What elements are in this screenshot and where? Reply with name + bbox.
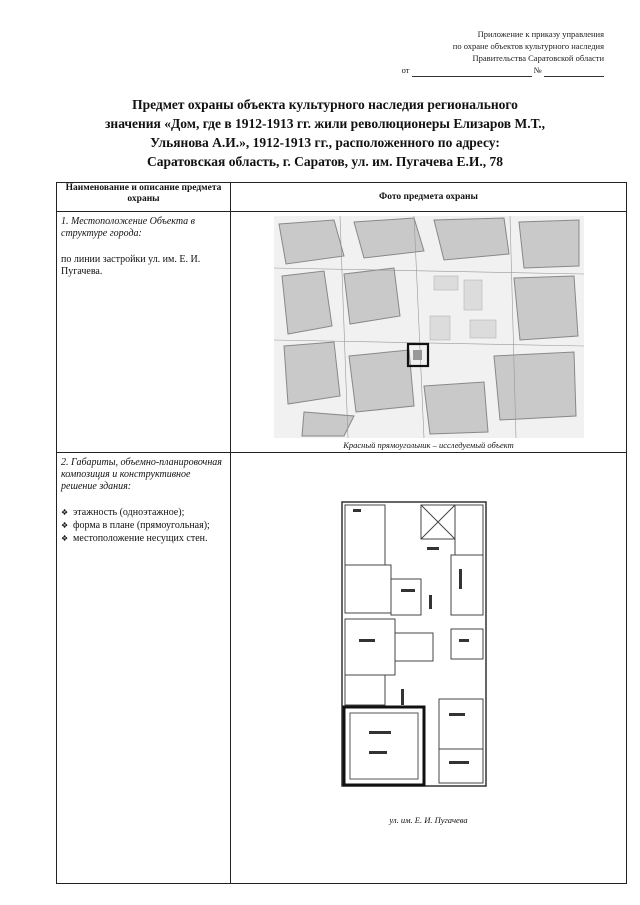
protection-table xyxy=(56,182,627,884)
list-item: ❖ местоположение несущих стен. xyxy=(61,533,226,545)
floor-plan-image xyxy=(339,499,489,789)
row1-photo-cell xyxy=(231,212,627,453)
list-item: ❖ форма в плане (прямоугольная); xyxy=(61,520,226,532)
number-blank xyxy=(544,64,604,77)
from-label: от xyxy=(401,65,410,75)
table-row xyxy=(57,212,627,453)
title-line-1: Предмет охраны объекта культурного наследия регионального xyxy=(132,97,518,112)
list-item: ❖ этажность (одноэтажное); xyxy=(61,507,226,519)
row2-description-cell xyxy=(57,453,231,884)
appendix-line-1: Приложение к приказу управления xyxy=(477,29,604,39)
row2-bullet-list xyxy=(61,507,226,545)
number-label: № xyxy=(533,65,542,75)
row1-text: по линии застройки ул. им. Е. И. Пугачева. xyxy=(61,254,201,277)
appendix-sign-row xyxy=(364,64,604,77)
row1-description-cell xyxy=(57,212,231,453)
header-photo: Фото предмета охраны xyxy=(231,183,627,212)
map-caption: Красный прямоугольник – исследуемый объект xyxy=(343,440,514,450)
row1-heading: Местоположение Объекта в структуре города: xyxy=(61,216,196,239)
appendix-line-2: по охране объектов культурного наследия xyxy=(452,41,604,51)
appendix-note xyxy=(364,28,604,77)
header-description: Наименование и описание предмета охраны xyxy=(57,183,231,212)
table-row xyxy=(57,453,627,884)
row2-photo-cell xyxy=(231,453,627,884)
date-blank xyxy=(412,64,532,77)
appendix-line-3: Правительства Саратовской области xyxy=(472,53,604,63)
table-header-row xyxy=(57,183,627,212)
title-line-2: значения «Дом, где в 1912-1913 гг. жили революционеры Елизаров М.Т., xyxy=(104,116,545,131)
row2-number: 2. xyxy=(61,457,69,468)
document-title xyxy=(60,95,590,171)
city-map-image xyxy=(274,216,584,438)
plan-caption: ул. им. Е. И. Пугачева xyxy=(389,815,468,825)
title-line-4: Саратовская область, г. Саратов, ул. им. Пугачева Е.И., 78 xyxy=(147,154,503,169)
title-line-3: Ульянова А.И.», 1912-1913 гг., расположенного по адресу: xyxy=(150,135,500,150)
row2-heading: Габариты, объемно-планировочная композиция и конструктивное решение здания: xyxy=(61,457,222,492)
row1-number: 1. xyxy=(61,216,69,227)
